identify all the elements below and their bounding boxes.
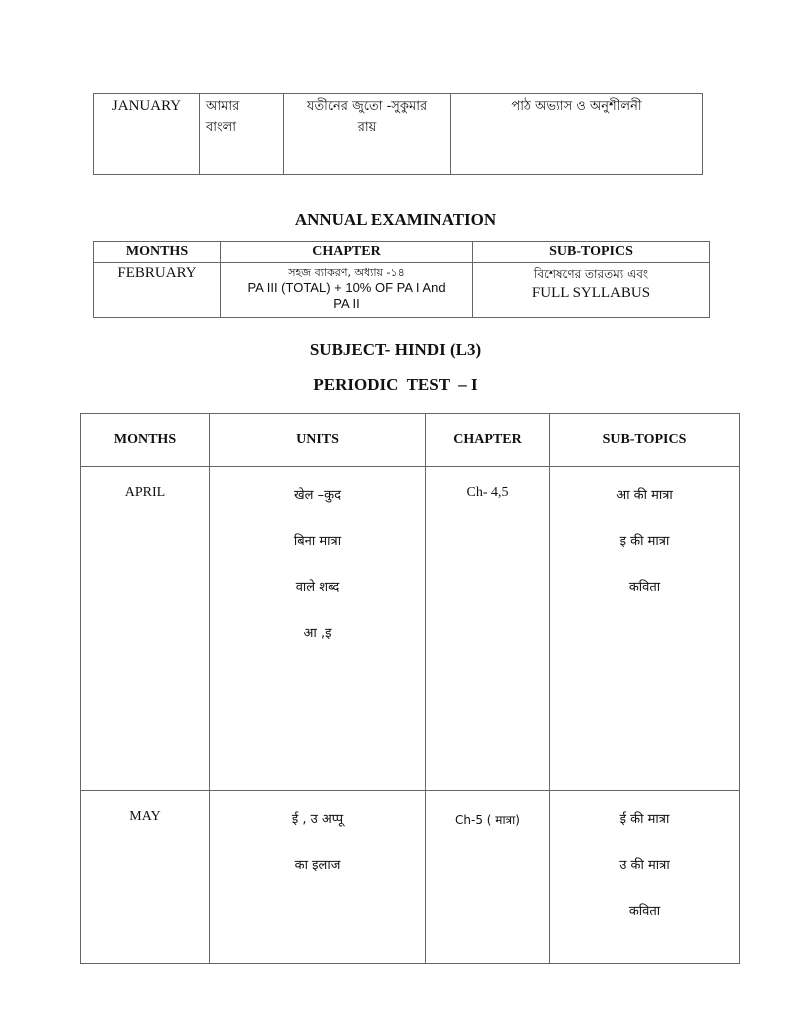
- subtopic-line: इ की मात्रा: [619, 534, 670, 549]
- lesson-line: রায়: [357, 120, 377, 135]
- bengali-syllabus-table: [93, 93, 703, 175]
- column-header-months: MONTHS: [81, 414, 210, 467]
- unit-line: वाले शब्द: [295, 580, 340, 595]
- column-header-units: UNITS: [210, 414, 426, 467]
- table-header-row: [94, 242, 710, 263]
- subtopic-line: आ की मात्रा: [616, 488, 673, 503]
- month-cell: MAY: [81, 791, 210, 964]
- book-line: আমার: [206, 99, 240, 114]
- chapter-line: PA III (TOTAL) + 10% OF PA I And: [247, 280, 446, 295]
- subtopic-line: कविता: [628, 904, 661, 919]
- hindi-syllabus-table: [80, 413, 740, 964]
- unit-line: आ ,इ: [303, 626, 332, 641]
- subtopic-line: ई की मात्रा: [619, 812, 670, 827]
- unit-line: का इलाज: [294, 858, 341, 873]
- column-header-months: MONTHS: [94, 242, 221, 263]
- month-cell: FEBRUARY: [94, 263, 221, 318]
- topics-cell: পাঠ অভ্যাস ও অনুশীলনী: [451, 94, 703, 175]
- annual-exam-table: [93, 241, 710, 318]
- lesson-line: যতীনের জুতো -সুকুমার: [306, 99, 428, 114]
- units-cell: [210, 467, 426, 791]
- subtopic-line: FULL SYLLABUS: [531, 285, 651, 301]
- chapter-cell: Ch- 4,5: [426, 467, 550, 791]
- book-line: বাংলা: [206, 120, 237, 135]
- periodic-test-heading: PERIODIC TEST – I: [313, 375, 478, 394]
- subtopic-line: उ की मात्रा: [619, 858, 670, 873]
- unit-line: खेल –कुद: [294, 488, 341, 503]
- subtopics-cell: [550, 791, 740, 964]
- column-header-chapter: CHAPTER: [426, 414, 550, 467]
- month-cell: APRIL: [81, 467, 210, 791]
- table-row: [81, 791, 740, 964]
- table-row: [94, 94, 703, 175]
- annual-exam-heading: ANNUAL EXAMINATION: [294, 210, 497, 229]
- month-cell: JANUARY: [94, 94, 200, 175]
- unit-line: ई , उ अप्पू: [291, 812, 344, 827]
- subtopics-cell: [473, 263, 710, 318]
- unit-line: बिना मात्रा: [293, 534, 342, 549]
- lesson-cell: [284, 94, 451, 175]
- chapter-cell: Ch-5 ( मात्रा): [426, 791, 550, 964]
- table-row: [81, 467, 740, 791]
- subject-heading: SUBJECT- HINDI (L3): [309, 340, 482, 359]
- units-cell: [210, 791, 426, 964]
- chapter-cell: [221, 263, 473, 318]
- chapter-line: সহজ ব্যাকরণ, অধ্যায় -১৪: [288, 266, 405, 279]
- subtopics-cell: [550, 467, 740, 791]
- column-header-subtopics: SUB-TOPICS: [473, 242, 710, 263]
- table-row: [94, 263, 710, 318]
- table-header-row: [81, 414, 740, 467]
- subtopic-line: कविता: [628, 580, 661, 595]
- column-header-chapter: CHAPTER: [221, 242, 473, 263]
- chapter-line: PA II: [333, 296, 360, 311]
- column-header-subtopics: SUB-TOPICS: [550, 414, 740, 467]
- subtopic-line: বিশেষণের তারতম্য এবং: [533, 267, 649, 281]
- book-cell: [200, 94, 284, 175]
